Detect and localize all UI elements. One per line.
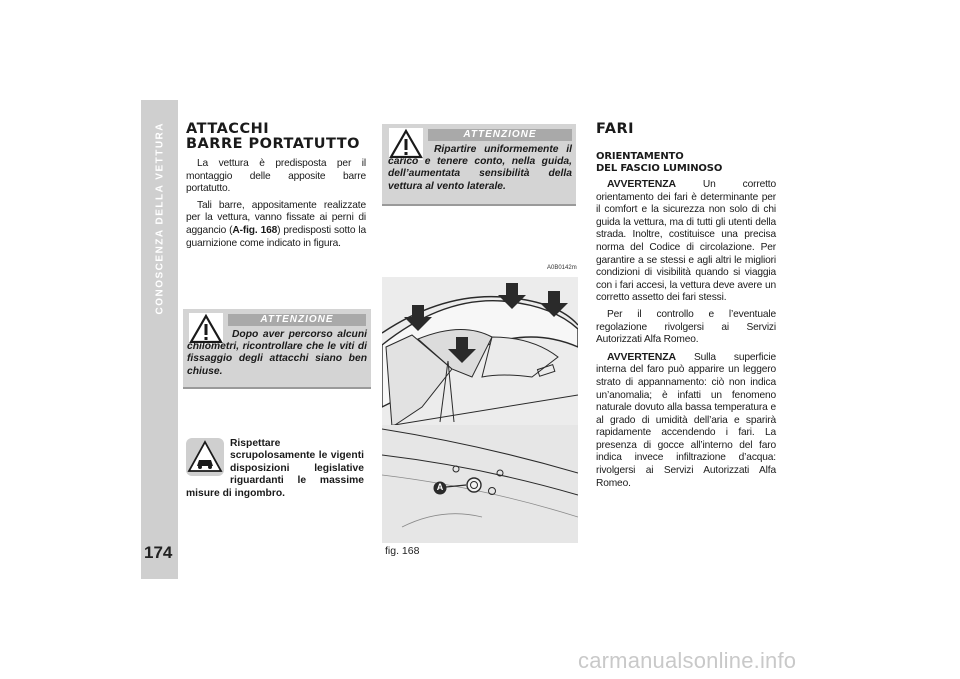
- watermark: carmanualsonline.info: [578, 648, 797, 673]
- figure-caption: fig. 168: [385, 545, 420, 557]
- note-ingombro: [186, 438, 364, 500]
- heading-line-1: ATTACCHI: [186, 121, 270, 137]
- callout-label-a: A: [436, 482, 444, 492]
- paragraph-controllo: Per il controllo e l’eventuale regolazione rivolgersi ai Servizi Autorizzati Alfa Romeo.: [596, 308, 776, 346]
- section-title-text: CONOSCENZA DELLA VETTURA: [154, 122, 165, 315]
- heading-line-2: BARRE PORTATUTTO: [186, 136, 360, 152]
- roof-bars-illustration: [382, 277, 578, 543]
- paragraph-barre-b: ) predisposti sotto la guarnizione come indicato in figura.: [186, 224, 367, 249]
- heading-attacchi: [186, 122, 366, 152]
- avvertenza-text: Sulla superficie interna del faro può apparire un leggero strato di appannamento: ciò non indica un’anomalia; è infatti un fenomeno naturale dovuto alla bassa temperatura e al grado di umidità dell’aria e sparirà rapidamente accendendo i fari. La presenza di gocce all’interno del faro indica invece infiltrazione d’acqua: rivolgersi ai Servizi Autorizzati Alfa Romeo.: [596, 351, 776, 489]
- paragraph-barre-a: Tali barre, appositamente realizzate per la vettura, vanno fissate ai perni di aggancio (: [186, 199, 366, 236]
- warning-title: ATTENZIONE: [228, 314, 366, 326]
- sidebar: [141, 100, 178, 579]
- paragraph-intro: La vettura è predisposta per il montaggio delle apposite barre portatutto.: [186, 158, 366, 195]
- figure-reference: A-fig. 168: [232, 224, 278, 236]
- subheading-line-2: DEL FASCIO LUMINOSO: [596, 162, 723, 174]
- warning-text: Dopo aver percorso alcuni chilometri, ricontrollare che le viti di fissaggio degli attacchi siano ben chiuse.: [187, 329, 367, 377]
- section-title: [141, 100, 178, 579]
- paragraph-avvertenza-1: [596, 178, 776, 305]
- warning-box-middle: [382, 124, 576, 206]
- warning-title: ATTENZIONE: [428, 129, 572, 141]
- avvertenza-label: AVVERTENZA: [607, 350, 676, 363]
- avvertenza-text: Un corretto orientamento dei fari è determinante per il comfort e la sicurezza non solo di chi guida la vettura, ma di tutti gli utenti della strada. Inoltre, costituisce una precisa norma del Codice di circolazione. Per garantire a se stessi e agli altri le migliori condizioni di visibilità quando si viaggia con i fari accesi, la vettura deve avere un corretto assetto dei fari stessi.: [596, 179, 776, 304]
- figure-168: [382, 277, 578, 543]
- warning-box-left: [183, 309, 371, 389]
- paragraph-barre: [186, 200, 366, 250]
- avvertenza-label: AVVERTENZA: [607, 178, 676, 190]
- warning-text: Ripartire uniformemente il carico e tenere conto, nella guida, dell’aumentata sensibilità della vettura al vento laterale.: [388, 144, 572, 192]
- page-number: 174: [144, 543, 173, 562]
- figure-code: A0B0142m: [547, 265, 577, 271]
- subheading-orientamento: [596, 151, 776, 174]
- car-dimensions-icon: [186, 438, 224, 476]
- subheading-line-1: ORIENTAMENTO: [596, 151, 684, 162]
- note-text: Rispettare scrupolosamente le vigenti disposizioni legislative riguardanti le massime misure di ingombro.: [186, 438, 364, 499]
- left-column: [186, 122, 366, 254]
- paragraph-avvertenza-2: [596, 351, 776, 491]
- right-column: [596, 122, 776, 494]
- heading-fari: FARI: [596, 121, 635, 137]
